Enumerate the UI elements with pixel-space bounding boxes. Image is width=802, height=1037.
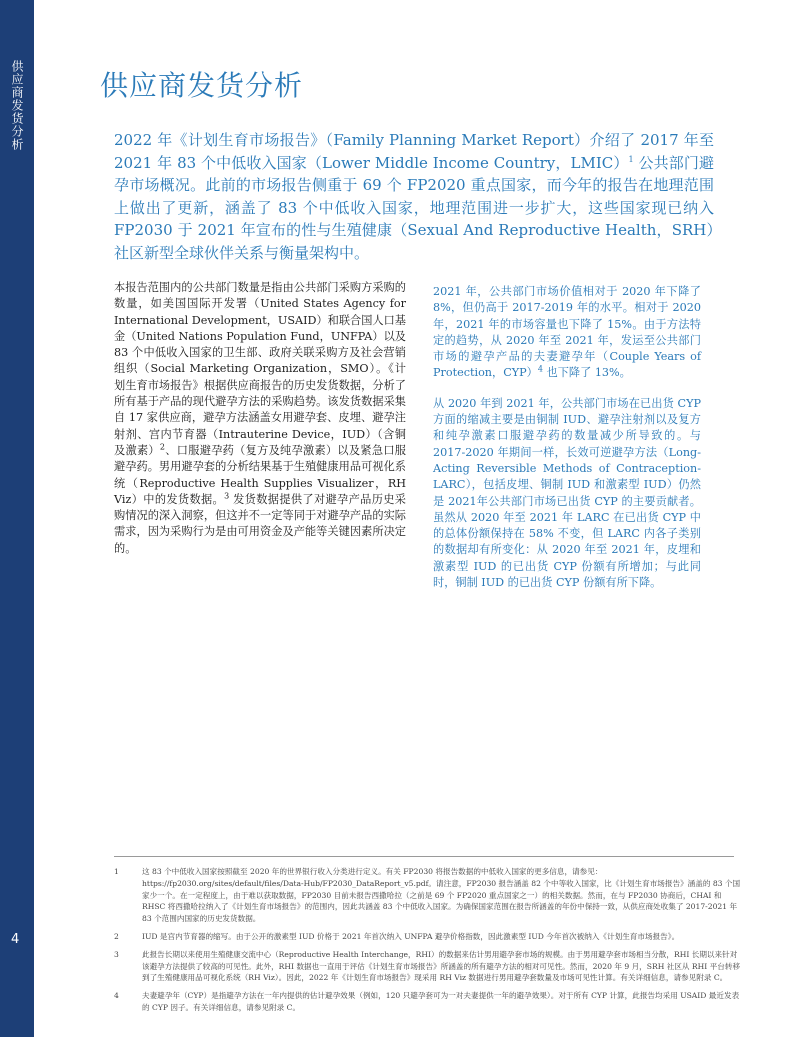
footnote-divider — [114, 856, 734, 857]
footnote-1 — [114, 866, 744, 925]
left-footnote-ref-3[interactable]: 3 — [224, 491, 230, 501]
left-footnote-ref-2[interactable]: 2 — [159, 442, 165, 452]
footnote-text: 此报告长期以来使用生殖健康交流中心（Reproductive Health Interchange，RHI）的数据来估计男用避孕套市场的规模。由于男用避孕套市场相当分散，RHI 长期以来针对该避孕方法提供了较高的可见性。此外，RHI 数据也一直用于评估《计划生育市场报告》所涵盖的所有避孕方法的相对可见性。然而，2020 年 9 月，SRH 社区从 RHI 平台转移到了生殖健康用品可视化系统（RH Viz）。因此，2022 年《计划生育市场报告》现采用 RH Viz 数据进行男用避孕套数量及市场可见性计算。有关详细信息，请参见附录 C。 — [142, 949, 741, 983]
right-paragraph-2: 从 2020 年到 2021 年，公共部门市场在已出货 CYP 方面的缩减主要是由铜制 IUD、避孕注射剂以及复方和纯孕激素口服避孕药的数量减少所导致的。与 2017-2020 年期间一样，长效可逆避孕方法（Long-Acting Reversible Methods of Contraception-LARC），包括皮埋、铜制 IUD 和激素型 IUD）仍然是 2021年公共部门市场已出货 CYP 的主要贡献者。虽然从 2020 年至 2021 年 LARC 在已出货 CYP 中的总体份额保持在 58% 不变，但 LARC 内各子类别的数据却有所变化：从 2020 年至 2021 年，皮埋和激素型 IUD 的已出货 CYP 份额有所增加；与此同时，铜制 IUD 的已出货 CYP 份额有所下降。 — [433, 396, 701, 590]
lead-text-1: 2022 年《计划生育市场报告》（Family Planning Market Report）介绍了 2017 年至 2021 年 83 个中低收入国家（Lower Middle Income Country，LMIC） — [114, 131, 714, 172]
footnote-2 — [114, 931, 744, 943]
right-text-1: 2021 年，公共部门市场价值相对于 2020 年下降了 8%，但仍高于 2017-2019 年的水平。相对于 2020 年，2021 年的市场容量也下降了 15%。由于方法特定的趋势，从 2020 年至 2021 年，发运至公共部门市场的避孕产品的夫妻避孕年（Couple Years of Protection，CYP） — [433, 285, 701, 380]
lead-paragraph — [114, 129, 714, 265]
page-number: 4 — [11, 932, 20, 947]
right-text-2: 也下降了 13%。 — [542, 366, 631, 380]
footnote-3 — [114, 949, 744, 984]
right-column — [433, 284, 701, 605]
footnote-number: 4 — [114, 991, 119, 1001]
footnote-number: 3 — [114, 949, 119, 959]
lead-text-2: 公共部门避孕市场概况。此前的市场报告侧重于 69 个 FP2020 重点国家，而今年的报告在地理范围上做出了更新，涵盖了 83 个中低收入国家，地理范围进一步扩大，这些国家现已纳入 FP2030 于 2021 年宣布的性与生殖健康（Sexual And Reproductive Health，SRH）社区新型全球伙伴关系与衡量架构中。 — [114, 153, 714, 262]
left-paragraph — [114, 280, 406, 557]
side-bar — [0, 0, 34, 1037]
left-column — [114, 280, 406, 571]
side-section-title: 供应商发货分析 — [10, 60, 24, 151]
footnote-text: 这 83 个中低收入国家按照截至 2020 年的世界银行收入分类进行定义。有关 FP2030 将报告数据的中低收入国家的更多信息，请参见：https://fp2030.org/sites/default/files/Data-Hub/FP2030_DataReport_v5.pdf。请注意，FP2030 报告涵盖 82 个中等收入国家，比《计划生育市场报告》涵盖的 83 个国家少一个。在一定程度上，由于难以获取数据，FP2030 目前未报告西撒哈拉（之前是 69 个 FP2020 重点国家之一）的相关数据。然而，在与 FP2030 协商后，CHAI 和 RHSC 将西撒哈拉纳入了《计划生育市场报告》的范围内，因此共涵盖 83 个中低收入国家。为确保国家范围在报告所涵盖的年份中保持一致，从供应商处收集了 2017-2021 年 83 个范围内国家的历史发货数据。 — [142, 867, 741, 924]
right-footnote-ref-4[interactable]: 4 — [537, 364, 543, 374]
left-text-3: 发货数据提供了对避孕产品历史采购情况的深入洞察，但这并不一定等同于对避孕产品的实际需求，因为采购行为是由可用资金及产能等关键因素所决定的。 — [114, 492, 406, 555]
footnotes — [114, 866, 744, 1020]
left-text-1: 本报告范围内的公共部门数量是指由公共部门采购方采购的数量，如美国国际开发署（United States Agency for International Development，USAID）和联合国人口基金（United Nations Population Fund，UNFPA）以及 83 个中低收入国家的卫生部、政府关联采购方及社会营销组织（Social Marketing Organization，SMO）。《计划生育市场报告》根据供应商报告的历史发货数据，分析了所有基于产品的现代避孕方法的采购趋势。该发货数据采集自 17 家供应商，避孕方法涵盖女用避孕套、皮埋、避孕注射剂、宫内节育器（Intrauterine Device，IUD）（含铜及激素） — [114, 281, 406, 457]
lead-footnote-ref-1[interactable]: 1 — [628, 154, 634, 164]
page-title: 供应商发货分析 — [100, 69, 304, 102]
footnote-4 — [114, 990, 744, 1014]
footnote-number: 1 — [114, 867, 119, 876]
footnote-number: 2 — [114, 931, 119, 941]
footnote-text: 夫妻避孕年（CYP）是指避孕方法在一年内提供的估计避孕效果（例如，120 只避孕套可为一对夫妻提供一年的避孕效果）。对于所有 CYP 计算，此报告均采用 USAID 最近发表的 CYP 因子。有关详细信息，请参见附录 C。 — [142, 991, 740, 1012]
left-text-2: 、口服避孕药（复方及纯孕激素）以及紧急口服避孕药。男用避孕套的分析结果基于生殖健康用品可视化系统（Reproductive Health Supplies Visualizer，RH Viz）中的发货数据。 — [114, 443, 406, 506]
right-paragraph-1 — [433, 284, 701, 382]
footnote-text: IUD 是宫内节育器的缩写。由于公开的激素型 IUD 价格于 2021 年首次纳入 UNFPA 避孕价格指数，因此激素型 IUD 今年首次被纳入《计划生育市场报告》。 — [142, 931, 680, 941]
